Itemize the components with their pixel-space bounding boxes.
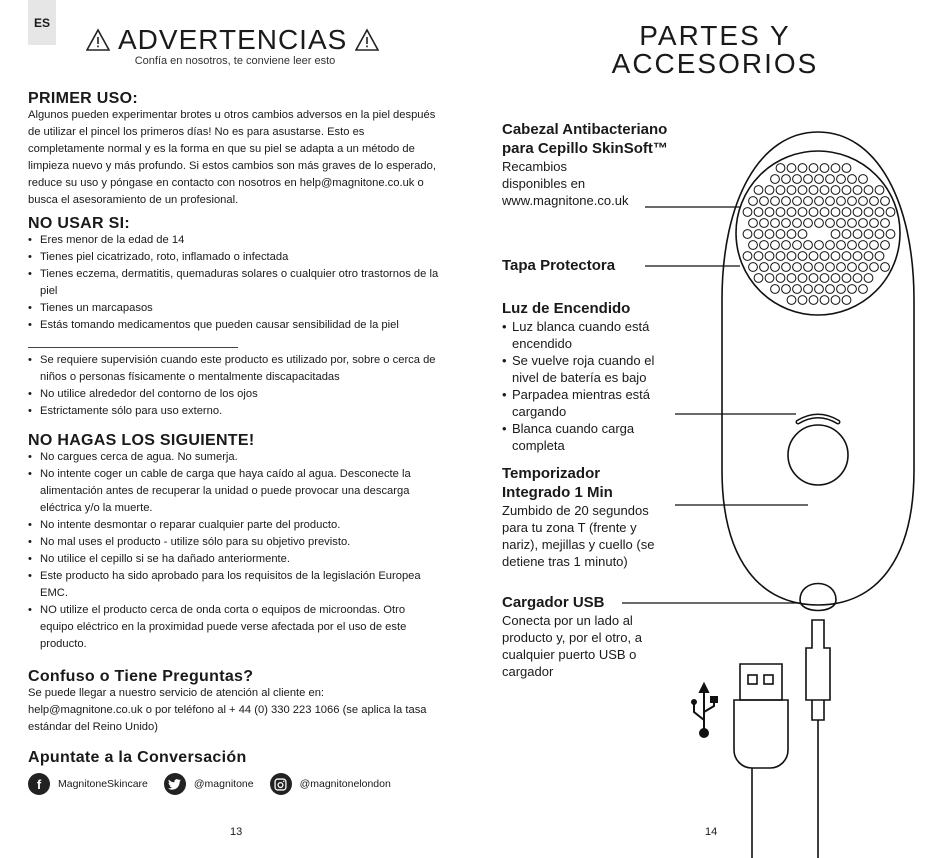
brush-hole — [804, 197, 813, 206]
brush-hole — [765, 252, 774, 261]
brush-hole — [793, 241, 802, 250]
brush-hole — [804, 175, 813, 184]
list-item: • No mal uses el producto - utilize sólo para su objetivo previsto. — [28, 534, 440, 551]
list-item: • Se requiere supervisión cuando este producto es utilizado por, sobre o cerca de niños o personas físicamente o mentalmente discapacitadas — [28, 352, 440, 386]
cap-title: Tapa Protectora — [502, 257, 616, 274]
brush-hole — [848, 241, 857, 250]
brush-hole — [853, 208, 862, 217]
brush-hole — [875, 208, 884, 217]
brush-hole — [776, 186, 785, 195]
brush-hole — [787, 230, 796, 239]
brush-hole — [848, 285, 857, 294]
brush-hole — [798, 164, 807, 173]
brush-hole — [875, 252, 884, 261]
brush-hole — [754, 274, 763, 283]
brush-hole — [842, 296, 851, 305]
brush-hole — [760, 263, 769, 272]
list-item: • Este producto ha sido aprobado para los requisitos de la legislación Europea EMC. — [28, 568, 440, 602]
brush-hole — [776, 274, 785, 283]
brush-hole — [815, 241, 824, 250]
warnings-title: ADVERTENCIAS — [118, 24, 348, 55]
brush-hole — [754, 230, 763, 239]
brush-hole — [782, 175, 791, 184]
list-item: • Estás tomando medicamentos que pueden causar sensibilidad de la piel — [28, 317, 440, 334]
brush-hole — [837, 263, 846, 272]
brush-hole — [842, 186, 851, 195]
brush-hole — [820, 274, 829, 283]
list-item: • NO utilize el producto cerca de onda corta o equipos de microondas. Otro equipo eléctrico en la proximidad puede verse afectada por el uso de este producto. — [28, 602, 440, 653]
brush-hole — [842, 274, 851, 283]
brush-hole — [749, 197, 758, 206]
usb-text: Conecta por un lado al producto y, por el otro, a cualquier puerto USB o cargador — [502, 613, 642, 679]
dc-plug — [806, 620, 830, 700]
brush-hole — [881, 219, 890, 228]
brush-hole — [826, 263, 835, 272]
brush-hole — [804, 285, 813, 294]
brush-hole — [754, 252, 763, 261]
brush-hole — [864, 252, 873, 261]
brush-hole — [771, 219, 780, 228]
brush-hole — [826, 219, 835, 228]
brush-hole — [765, 186, 774, 195]
brush-hole — [831, 296, 840, 305]
brush-hole — [870, 241, 879, 250]
facebook-handle: MagnitoneSkincare — [58, 778, 148, 790]
brush-hole — [848, 263, 857, 272]
brush-hole — [754, 186, 763, 195]
brush-hole — [859, 175, 868, 184]
list-item: • No utilice alrededor del contorno de los ojos — [28, 386, 440, 403]
brush-hole — [771, 175, 780, 184]
first-use-text: Algunos pueden experimentar brotes u otros cambios adversos en la piel después de utilizar el pincel los primeros días! No es para asustarse. Esto es completamente normal y es la forma en que su piel se adapta a un método de limpieza nuevo y más profundo. Si estos cambios son más graves de lo esperado, reduce su uso y póngase en contacto con nosotros en help@magnitone.co.uk o busca el asesoramiento de un profesional. — [28, 109, 436, 206]
brush-hole — [837, 241, 846, 250]
brush-hole — [864, 208, 873, 217]
brush-hole — [765, 208, 774, 217]
brush-hole — [831, 186, 840, 195]
list-item: • Tienes piel cicatrizado, roto, inflamado o infectada — [28, 249, 440, 266]
brush-hole — [743, 230, 752, 239]
brush-hole — [831, 274, 840, 283]
brush-hole — [749, 241, 758, 250]
brush-hole — [842, 230, 851, 239]
brush-hole — [776, 230, 785, 239]
brush-hole — [787, 274, 796, 283]
brush-hole — [804, 241, 813, 250]
brush-hole — [771, 197, 780, 206]
brush-hole — [809, 274, 818, 283]
brush-hole — [798, 186, 807, 195]
brush-hole — [820, 164, 829, 173]
brush-hole — [798, 274, 807, 283]
brush-hole — [771, 285, 780, 294]
brush-hole — [776, 208, 785, 217]
brush-hole — [837, 285, 846, 294]
brush-hole — [881, 241, 890, 250]
list-item: • Tienes eczema, dermatitis, quemaduras solares o cualquier otro trastornos de la piel — [28, 266, 440, 300]
brush-hole — [787, 186, 796, 195]
brush-hole — [853, 252, 862, 261]
list-item: • Se vuelve roja cuando el nivel de batería es bajo — [502, 352, 672, 386]
dont-title: NO HAGAS LOS SIGUIENTE! — [28, 432, 255, 449]
brush-hole — [881, 263, 890, 272]
parts-title-line2: ACCESORIOS — [611, 48, 819, 79]
usb-title: Cargador USB — [502, 594, 605, 611]
brush-hole — [782, 219, 791, 228]
brush-hole — [848, 175, 857, 184]
timer-title: Temporizador Integrado 1 Min — [502, 465, 613, 501]
questions-title: Confuso o Tiene Preguntas? — [28, 668, 254, 685]
brush-hole — [793, 263, 802, 272]
brush-hole — [760, 219, 769, 228]
instagram-handle: @magnitonelondon — [299, 778, 391, 790]
brush-hole — [848, 197, 857, 206]
brush-hole — [804, 219, 813, 228]
brush-hole — [776, 252, 785, 261]
facebook-icon: f — [28, 773, 50, 795]
brush-hole — [831, 208, 840, 217]
list-item: • No utilice el cepillo si se ha dañado anteriormente. — [28, 551, 440, 568]
list-item: • Estrictamente sólo para uso externo. — [28, 403, 440, 420]
brush-head-title: Cabezal Antibacteriano para Cepillo SkinSoft™ — [502, 121, 668, 157]
list-item: • Luz blanca cuando está encendido — [502, 318, 672, 352]
brush-hole — [837, 219, 846, 228]
brush-head-text-2: disponibles en — [502, 176, 586, 191]
brush-head-text-3: www.magnitone.co.uk — [502, 193, 629, 208]
brush-hole — [820, 252, 829, 261]
social-title: Apuntate a la Conversación — [28, 749, 247, 766]
brush-hole — [798, 208, 807, 217]
brush-hole — [798, 296, 807, 305]
list-item: • Eres menor de la edad de 14 — [28, 232, 440, 249]
brush-hole — [776, 164, 785, 173]
brush-hole — [754, 208, 763, 217]
brush-hole — [842, 164, 851, 173]
brush-hole — [853, 274, 862, 283]
brush-hole — [853, 230, 862, 239]
brush-hole — [859, 219, 868, 228]
twitter-handle: @magnitone — [193, 778, 254, 790]
brush-hole — [864, 274, 873, 283]
brush-head-text-1: Recambios — [502, 159, 568, 174]
brush-hole — [831, 230, 840, 239]
brush-hole — [859, 197, 868, 206]
brush-hole — [820, 186, 829, 195]
brush-hole — [859, 285, 868, 294]
brush-hole — [859, 241, 868, 250]
brush-hole — [870, 197, 879, 206]
brush-hole — [815, 285, 824, 294]
brush-hole — [875, 186, 884, 195]
brush-hole — [782, 197, 791, 206]
brush-hole — [765, 230, 774, 239]
device-body — [722, 132, 914, 605]
list-item: • No cargues cerca de agua. No sumerja. — [28, 449, 440, 466]
brush-hole — [809, 252, 818, 261]
usb-plug — [740, 664, 782, 700]
brush-hole — [787, 252, 796, 261]
brush-hole — [809, 164, 818, 173]
brush-hole — [809, 208, 818, 217]
brush-hole — [826, 175, 835, 184]
brush-hole — [870, 263, 879, 272]
page-number: 14 — [705, 826, 718, 838]
brush-hole — [842, 252, 851, 261]
list-item: • Tienes un marcapasos — [28, 300, 440, 317]
brush-hole — [815, 197, 824, 206]
list-item: • No intente desmontar o reparar cualquier parte del producto. — [28, 517, 440, 534]
list-item: • Parpadea mientras está cargando — [502, 386, 672, 420]
brush-hole — [826, 285, 835, 294]
power-button — [788, 425, 848, 485]
brush-hole — [798, 230, 807, 239]
brush-hole — [886, 208, 895, 217]
brush-hole — [749, 263, 758, 272]
brush-hole — [749, 219, 758, 228]
charging-port — [800, 584, 836, 611]
list-item: • Blanca cuando carga completa — [502, 420, 672, 454]
brush-hole — [793, 285, 802, 294]
brush-hole — [787, 208, 796, 217]
brush-hole — [848, 219, 857, 228]
brush-hole — [760, 197, 769, 206]
brush-hole — [815, 263, 824, 272]
brush-hole — [831, 164, 840, 173]
brush-hole — [743, 252, 752, 261]
page-number: 13 — [230, 826, 243, 838]
brush-hole — [804, 263, 813, 272]
brush-hole — [859, 263, 868, 272]
brush-hole — [837, 175, 846, 184]
timer-text: Zumbido de 20 segundos para tu zona T (frente y nariz), mejillas y cuello (se detiene tras 1 minuto) — [502, 503, 655, 569]
brush-hole — [842, 208, 851, 217]
brush-hole — [793, 219, 802, 228]
brush-hole — [793, 197, 802, 206]
brush-hole — [798, 252, 807, 261]
brush-hole — [771, 241, 780, 250]
warnings-subtitle: Confía en nosotros, te conviene leer esto — [134, 55, 336, 67]
list-item: • No intente coger un cable de carga que haya caído al agua. Desconecte la alimentación antes de recuperar la unidad o puede provocar una descarga eléctrica y/o la muerte. — [28, 466, 440, 517]
questions-text: Se puede llegar a nuestro servicio de atención al cliente en: help@magnitone.co.uk o por teléfono al + 44 (0) 330 223 1066 (se aplica la tasa estándar del Reino Unido) — [28, 687, 427, 733]
brush-hole — [809, 186, 818, 195]
brush-hole — [815, 175, 824, 184]
brush-hole — [765, 274, 774, 283]
brush-hole — [864, 230, 873, 239]
brush-hole — [820, 296, 829, 305]
brush-hole — [782, 263, 791, 272]
brush-hole — [837, 197, 846, 206]
usb-icon — [692, 684, 717, 737]
brush-hole — [760, 241, 769, 250]
parts-title-line1: PARTES Y — [639, 20, 791, 51]
brush-hole — [793, 175, 802, 184]
brush-hole — [886, 230, 895, 239]
brush-hole — [782, 285, 791, 294]
brush-hole — [820, 208, 829, 217]
brush-hole — [743, 208, 752, 217]
first-use-title: PRIMER USO: — [28, 90, 138, 107]
brush-hole — [881, 197, 890, 206]
brush-hole — [782, 241, 791, 250]
brush-hole — [875, 230, 884, 239]
brush-hole — [826, 241, 835, 250]
power-light-title: Luz de Encendido — [502, 300, 631, 317]
brush-hole — [853, 186, 862, 195]
brush-hole — [864, 186, 873, 195]
brush-hole — [870, 219, 879, 228]
brush-hole — [771, 263, 780, 272]
brush-hole — [809, 296, 818, 305]
brush-hole — [826, 197, 835, 206]
language-code: ES — [33, 15, 50, 30]
brush-hole — [787, 296, 796, 305]
brush-hole — [787, 164, 796, 173]
brush-hole — [831, 252, 840, 261]
brush-hole — [815, 219, 824, 228]
no-use-title: NO USAR SI: — [28, 215, 130, 232]
